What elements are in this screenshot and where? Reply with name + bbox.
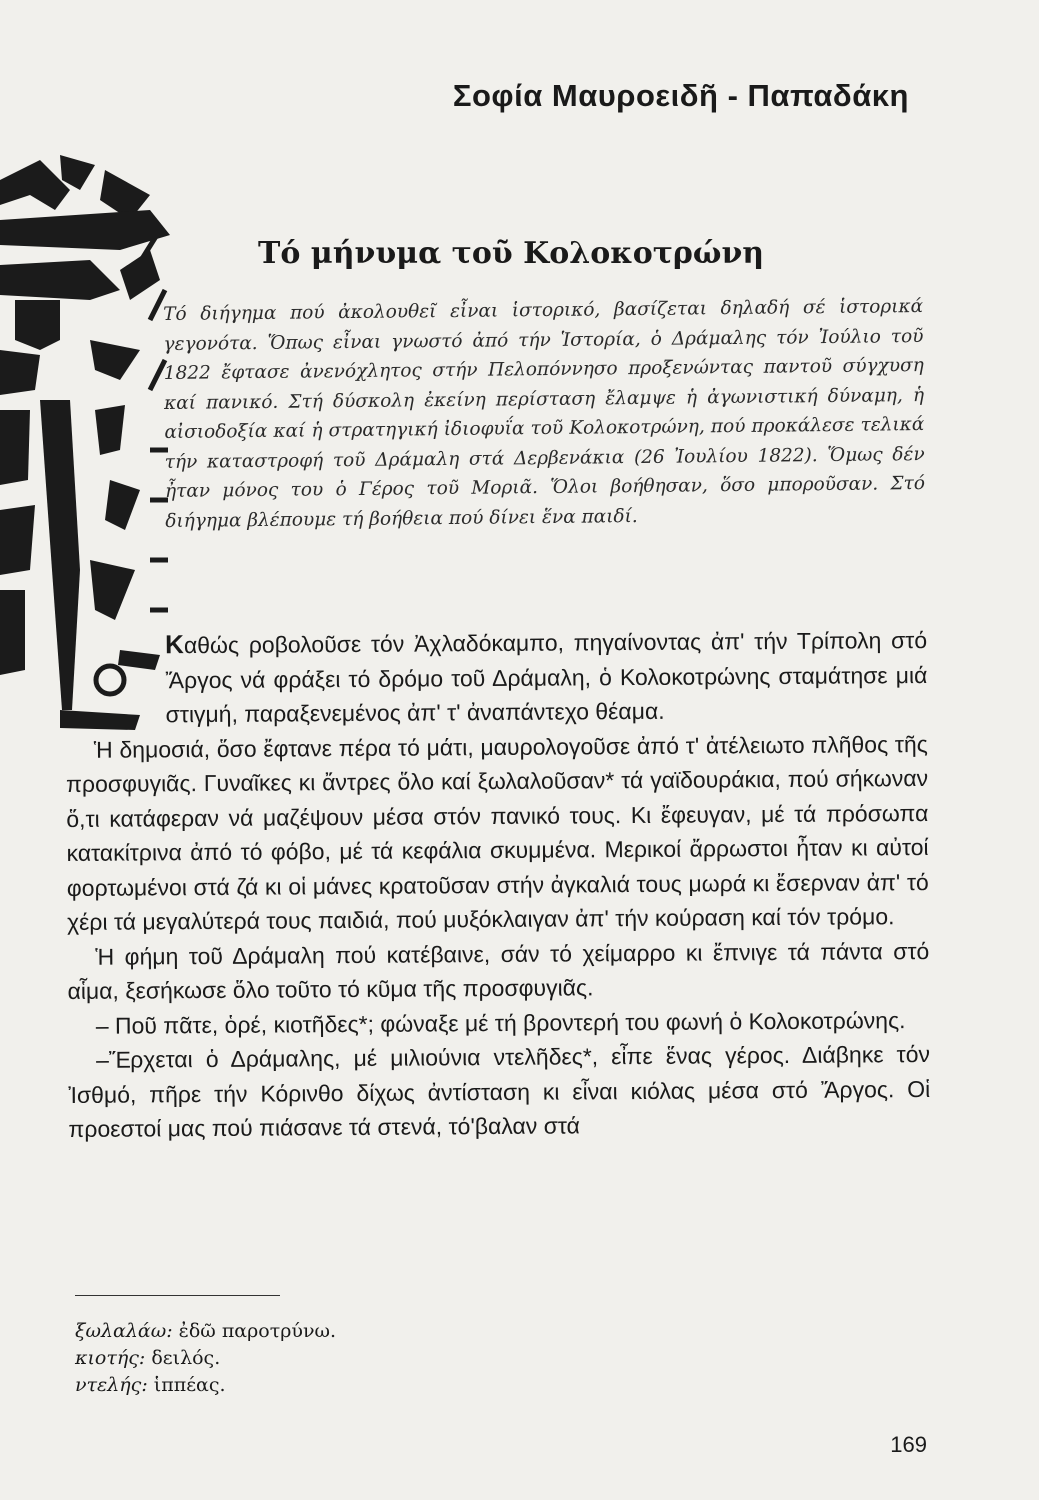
- body-paragraph: –Ἔρχεται ὁ Δράμαλης, μέ μιλιούνια ντελῆδες*, εἶπε ἕνας γέρος. Διάβηκε τόν Ἰσθμό, πῆρε τήν Κόρινθο δίχως ἀντίσταση κι εἶναι κιόλας μέσα στό Ἄργος. Οἱ προεστοί μας πού πιάσανε τά στενά, τό'βαλαν στά: [68, 1040, 931, 1142]
- story-title: Τό μήνυμα τοῦ Κολοκοτρώνη: [258, 236, 765, 271]
- body-paragraph: Ἡ φήμη τοῦ Δράμαλη πού κατέβαινε, σάν τό χείμαρρο κι ἔπνιγε τά πάντα στό αἷμα, ξεσήκωσε ὅλο τοῦτο τό κῦμα τῆς προσφυγιᾶς.: [67, 937, 930, 1004]
- body-paragraph: Καθώς ροβολοῦσε τόν Ἀχλαδόκαμπο, πηγαίνοντας ἀπ' τήν Τρίπολη στό Ἄργος νά φράξει τό δρόμο τοῦ Δράμαλη, ὁ Κολοκοτρώνης σταμάτησε μιά στιγμή, παραξενεμένος ἀπ' τ' ἀναπάντεχο θέαμα.: [165, 626, 928, 728]
- footnote-term: ντελής:: [75, 1374, 148, 1396]
- story-body: [65, 622, 931, 1147]
- body-paragraph: – Ποῦ πᾶτε, ὁρέ, κιοτῆδες*; φώναξε μέ τή βροντερή του φωνή ὁ Κολοκοτρώνης.: [95, 1006, 906, 1039]
- intro-text: Τό διήγημα πού ἀκολουθεῖ εἶναι ἱστορικό, βασίζεται δηλαδή σέ ἱστορικά γεγονότα. Ὅπως εἶναι γνωστό ἀπό τήν Ἱστορία, ὁ Δράμαλης τόν Ἰούλιο τοῦ 1822 ἔφτασε ἀνενόχλητος στήν Πελοπόννησο προξενώντας παντοῦ σύγχυση καί πανικό. Στή δύσκολη ἐκείνη περίσταση ἔλαμψε ἡ ἀγωνιστική δύναμη, ἡ αἰσιοδοξία καί ἡ στρατηγική ἰδιοφυΐα τοῦ Κολοκοτρώνη, πού προκάλεσε τελικά τήν καταστροφή τοῦ Δράμαλη στά Δερβενάκια (26 Ἰουλίου 1822). Ὅμως δέν ἦταν μόνος του ὁ Γέρος τοῦ Μοριᾶ. Ὅλοι βοήθησαν, ὅσο μποροῦσαν. Στό διήγημα βλέπουμε τή βοήθεια πού δίνει ἕνα παιδί.: [163, 296, 926, 532]
- page-number: 169: [890, 1432, 927, 1457]
- footnote-item: [75, 1318, 336, 1345]
- footnote-divider: [75, 1295, 280, 1296]
- footnote-item: [75, 1345, 336, 1372]
- intro-paragraph: [163, 292, 925, 536]
- footnote-definition: ἐδῶ παροτρύνω.: [178, 1320, 337, 1342]
- footnote-term: ξωλαλάω:: [75, 1320, 173, 1342]
- author-name: Σοφία Μαυροειδῆ - Παπαδάκη: [452, 78, 909, 113]
- footnote-definition: ἱππέας.: [153, 1374, 226, 1396]
- footnote-item: [75, 1372, 336, 1399]
- footnote-definition: δειλός.: [151, 1347, 221, 1369]
- footnotes: [75, 1318, 336, 1399]
- body-paragraph: Ἡ δημοσιά, ὅσο ἔφτανε πέρα τό μάτι, μαυρολογοῦσε ἀπό τ' ἀτέλειωτο πλῆθος τῆς προσφυγιᾶς. Γυναῖκες κι ἄντρες ὅλο καί ξωλαλοῦσαν* τά γαϊδουράκια, πού σήκωναν ὅ,τι κατάφεραν νά μαζέψουν μέσα στόν πανικό τους. Κι ἔφευγαν, μέ τά πρόσωπα κατακίτρινα ἀπό τό φόβο, μέ τά κεφάλια σκυμμένα. Μερικοί ἄρρωστοι ἦταν κι αὐτοί φορτωμένοι στά ζά κι οἱ μάνες κρατοῦσαν στήν ἀγκαλιά τους μωρά κι ἔσερναν ἀπ' τό χέρι τά μεγαλύτερά τους παιδιά, πού μυξόκλαιγαν ἀπ' τήν κούραση καί τόν τρόμο.: [65, 730, 929, 935]
- footnote-term: κιοτής:: [75, 1347, 146, 1369]
